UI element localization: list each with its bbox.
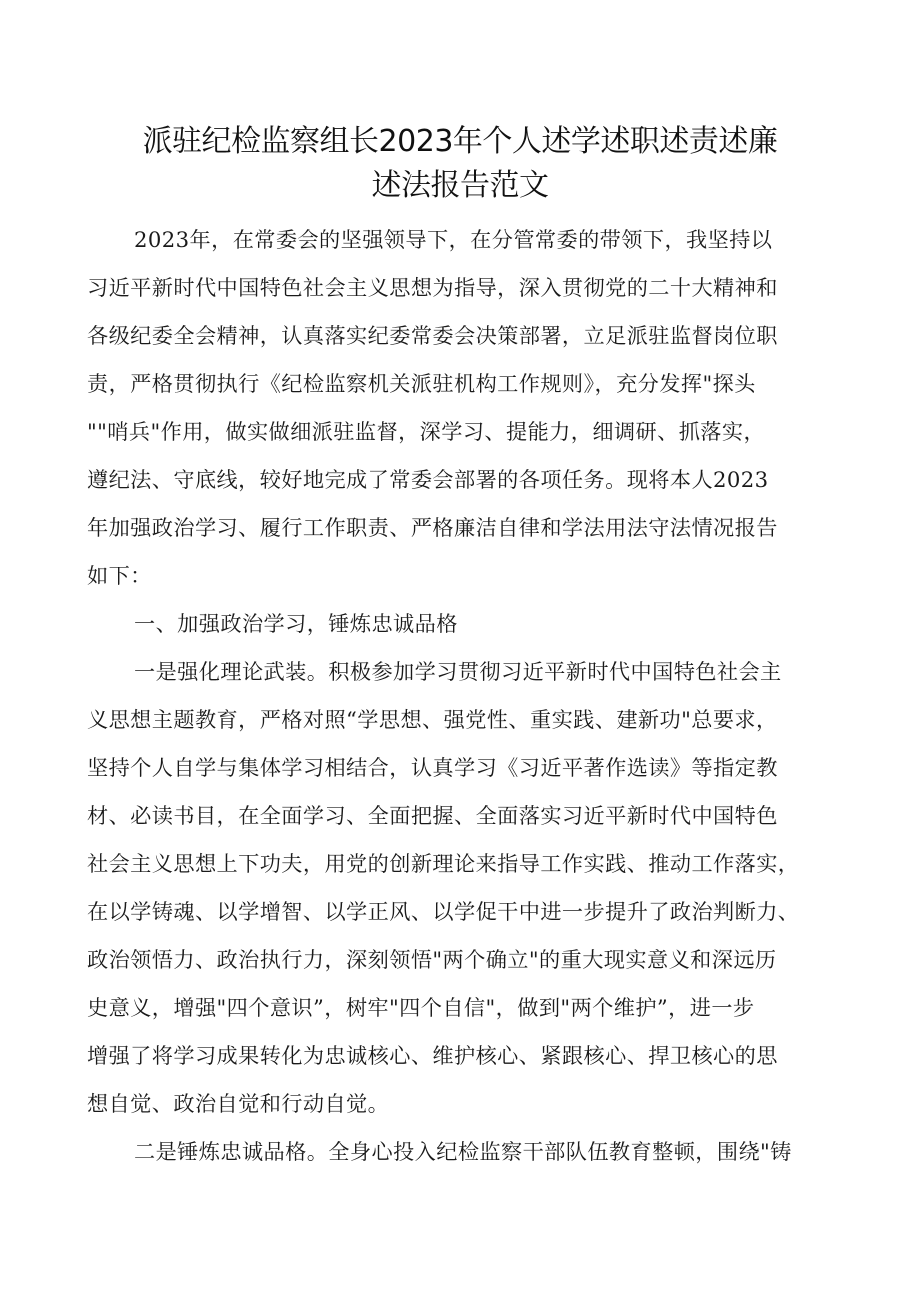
body-line: 在以学铸魂、以学增智、以学正风、以学促干中进一步提升了政治判断力、 [87,899,800,924]
body-line: 坚持个人自学与集体学习相结合，认真学习《习近平著作选读》等指定教 [87,755,778,780]
section-heading: 一、加强政治学习，锤炼忠诚品格 [134,611,458,636]
body-line: 想自觉、政治自觉和行动自觉。 [87,1091,390,1116]
body-line: 材、必读书目，在全面学习、全面把握、全面落实习近平新时代中国特色 [87,803,778,828]
body-line: 各级纪委全会精神，认真落实纪委常委会决策部署，立足派驻监督岗位职 [87,323,778,348]
body-line: 年加强政治学习、履行工作职责、严格廉洁自律和学法用法守法情况报告 [87,515,778,540]
body-line: 习近平新时代中国特色社会主义思想为指导，深入贯彻党的二十大精神和 [87,275,778,300]
body-line: 史意义，增强"四个意识”，树牢"四个自信"，做到"两个维护”，进一步 [87,995,755,1020]
body-line: 义思想主题教育，严格对照“学思想、强党性、重实践、建新功"总要求， [87,707,778,732]
document-title-line-1: 派驻纪检监察组长2023年个人述学述职述责述廉 [142,124,778,159]
body-line: 责，严格贯彻执行《纪检监察机关派驻机构工作规则》，充分发挥"探头 [87,371,756,396]
body-line: 增强了将学习成果转化为忠诚核心、维护核心、紧跟核心、捍卫核心的思 [87,1043,778,1068]
body-line: 政治领悟力、政治执行力，深刻领悟"两个确立"的重大现实意义和深远历 [87,947,777,972]
body-line: 遵纪法、守底线，较好地完成了常委会部署的各项任务。现将本人2023 [87,467,769,492]
body-line: 如下： [87,563,152,588]
body-line: 一是强化理论武装。积极参加学习贯彻习近平新时代中国特色社会主 [134,659,782,684]
document-title-line-2: 述法报告范文 [371,168,549,203]
body-line: 二是锤炼忠诚品格。全身心投入纪检监察干部队伍教育整顿，围绕"铸 [134,1139,792,1164]
body-line: ""哨兵"作用，做实做细派驻监督，深学习、提能力，细调研、抓落实， [87,419,766,444]
body-line: 2023年，在常委会的坚强领导下，在分管常委的带领下，我坚持以 [134,227,773,252]
body-line: 社会主义思想上下功夫，用党的创新理论来指导工作实践、推动工作落实， [87,851,800,876]
